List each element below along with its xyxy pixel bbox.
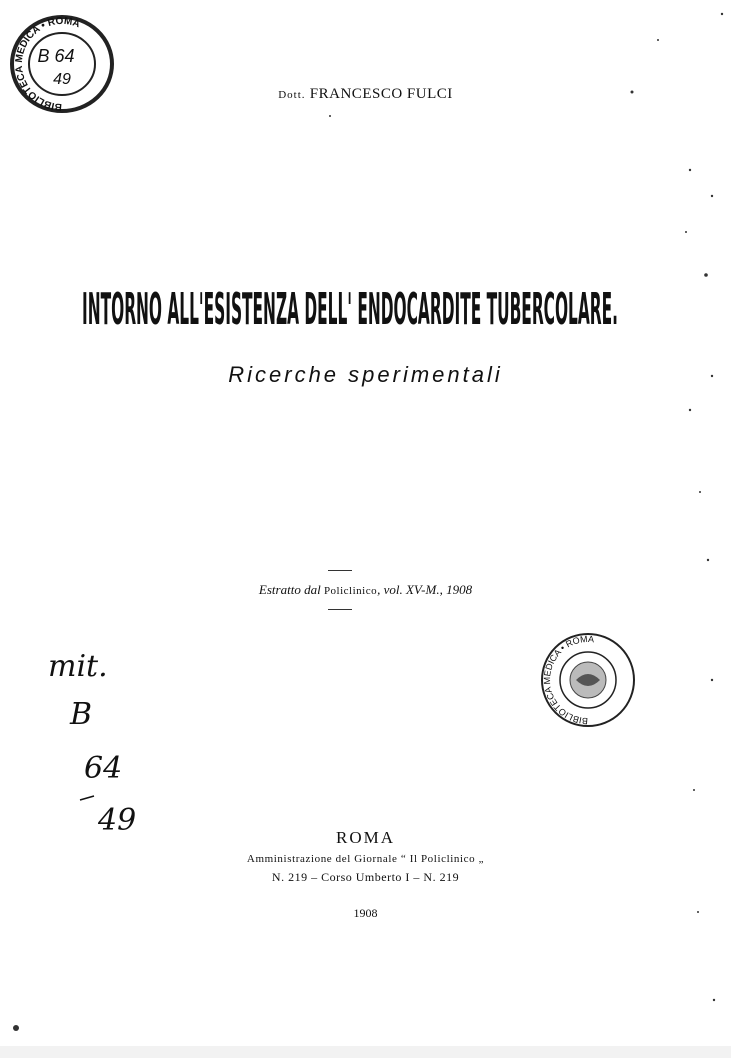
document-subtitle: Ricerche sperimentali (228, 362, 503, 387)
extract-lead: Estratto dal (258, 582, 321, 597)
handwritten-line1: mit. (48, 649, 108, 684)
stamp-shelfmark-line1: B 64 (37, 46, 75, 66)
author-prefix: Dott. (278, 89, 306, 101)
handwritten-line2: B (70, 697, 93, 732)
publisher-city: ROMA (335, 828, 395, 847)
publication-year: 1908 (353, 906, 378, 920)
extract-rest: , vol. XV-M., 1908 (377, 582, 473, 597)
author-name: FRANCESCO FULCI (309, 86, 453, 102)
stamp-right-text: BIBLIOTECA MEDICA • ROMA (541, 633, 595, 727)
publisher-administration: Amministrazione del Giornale “ Il Policlinico „ (246, 853, 485, 865)
stamp-shelfmark-line2: 49 (53, 71, 71, 88)
extract-journal: Policlinico (323, 585, 378, 597)
publisher-address: N. 219 – Corso Umberto I – N. 219 (271, 870, 460, 884)
handwritten-line4: 49 (98, 803, 137, 838)
stamp-top-left-text: BIBLIOTECA MEDICA • ROMA (13, 15, 82, 113)
title-text: INTORNO ALL'ESISTENZA DELL' ENDOCARDITE TUBERCOLARE. (82, 284, 618, 335)
handwritten-line3: 64 (84, 751, 123, 786)
